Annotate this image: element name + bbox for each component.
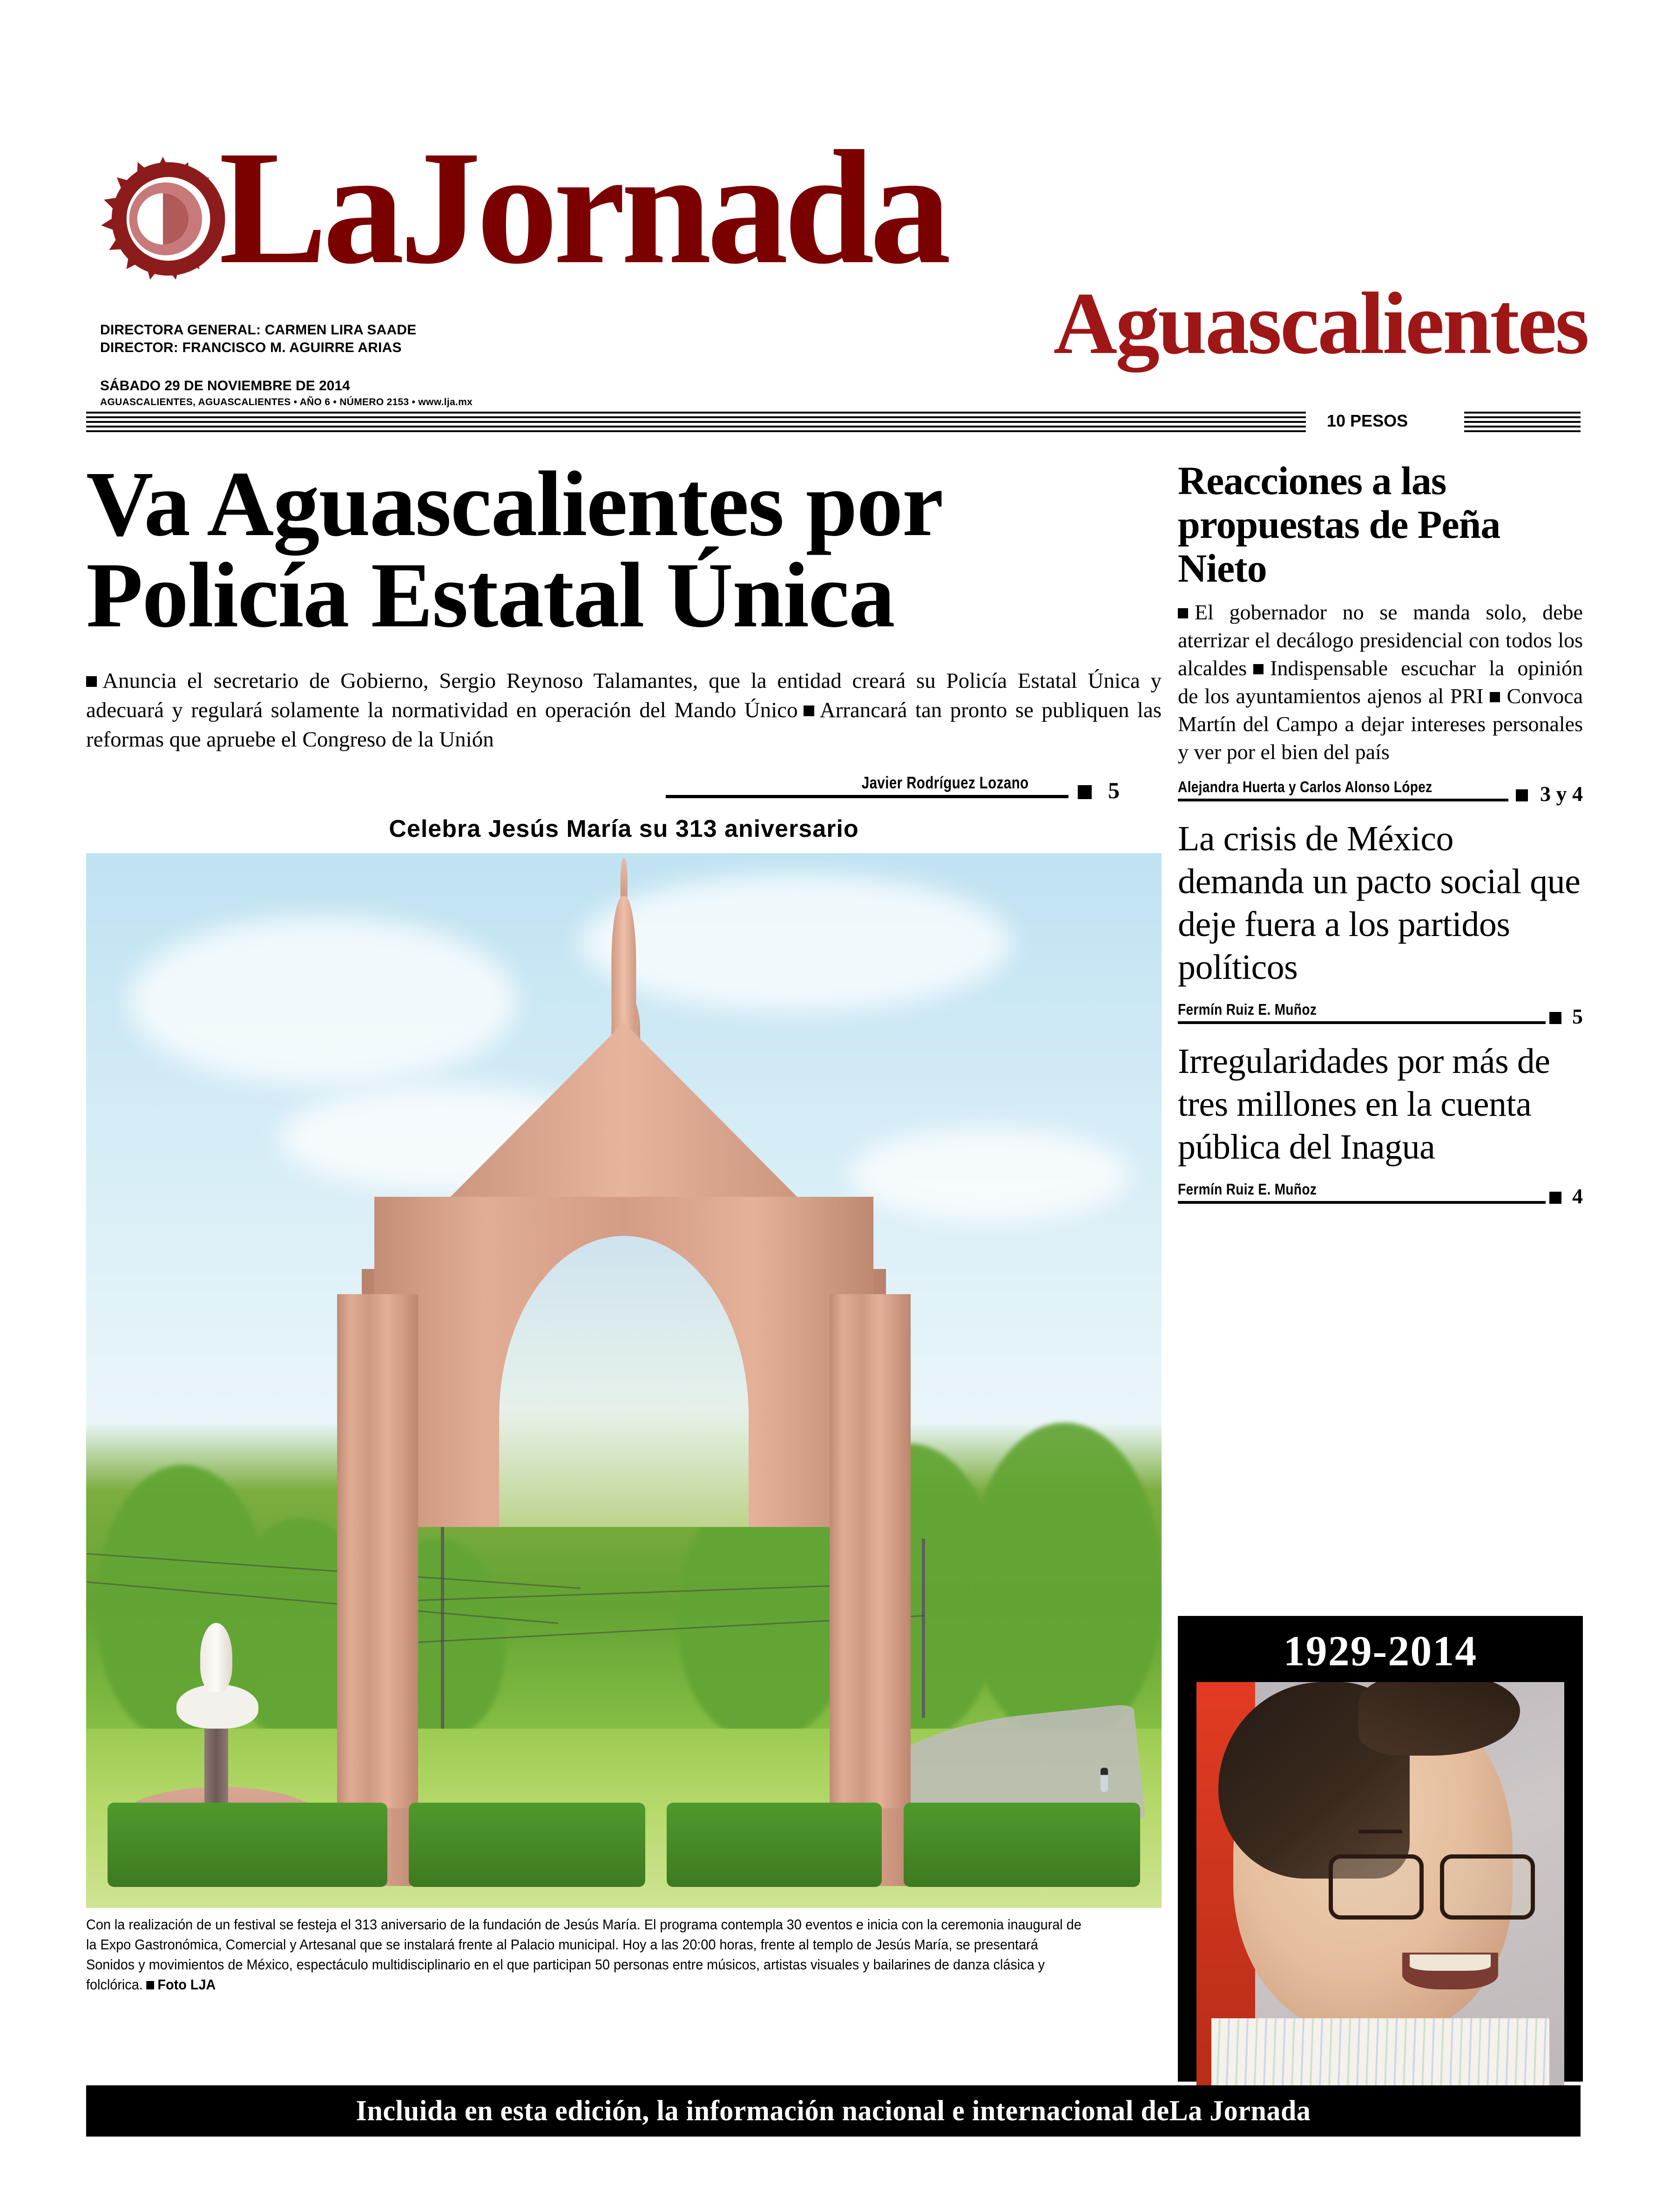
byline-rule xyxy=(1178,1021,1546,1024)
bottom-banner xyxy=(86,2085,1581,2137)
photo-pedestrian xyxy=(1101,1768,1108,1792)
masthead xyxy=(0,0,1669,442)
sidebar-story1-page[interactable]: 3 y 4 xyxy=(1540,782,1583,806)
masthead-title-jornada: Jornada xyxy=(399,117,947,298)
main-column xyxy=(86,453,1162,1995)
sidebar-story1-bullet2: Indispensable escuchar la opinión de los ayuntamientos ajenos al PRI xyxy=(1178,656,1583,708)
lead-page-number[interactable]: 5 xyxy=(1108,777,1120,803)
rule-group-left xyxy=(86,412,1306,433)
page-marker-square-icon xyxy=(1516,789,1528,801)
byline-rule xyxy=(666,795,1068,798)
masthead-credits xyxy=(100,321,519,357)
obituary-portrait xyxy=(1196,1682,1564,2092)
bottom-banner-brand: La Jornada xyxy=(1169,2095,1311,2127)
photo-caption xyxy=(86,1914,1086,1995)
bullet-square-icon xyxy=(1178,608,1188,618)
photo-kicker-number: 313 xyxy=(675,815,717,842)
price-label: 10 PESOS xyxy=(1327,411,1408,430)
sidebar-story3-headline[interactable]: Irregularidades por más de tres millones en la cuenta pública del Inagua xyxy=(1178,1042,1550,1167)
issue-date: SÁBADO 29 DE NOVIEMBRE DE 2014 xyxy=(100,378,350,394)
bullet-square-icon xyxy=(1253,664,1264,674)
sidebar-story3-page[interactable]: 4 xyxy=(1572,1184,1583,1208)
sidebar-story1-deck xyxy=(1178,598,1583,766)
masthead-title xyxy=(219,117,1569,298)
price-strip xyxy=(86,412,1581,440)
issue-meta: AGUASCALIENTES, AGUASCALIENTES • AÑO 6 • NÚMERO 2153 • www.lja.mx xyxy=(100,397,473,407)
bottom-banner-main: Incluida en esta edición, la información nacional e internacional de xyxy=(356,2095,1169,2127)
sidebar-story2-byline: Fermín Ruiz E. Muñoz xyxy=(1178,1001,1317,1018)
photo-kicker-pre: Celebra Jesús María su xyxy=(389,815,676,842)
bullet-square-icon xyxy=(146,1981,154,1989)
credit-director: DIRECTOR: FRANCISCO M. AGUIRRE ARIAS xyxy=(100,340,402,355)
page-marker-square-icon xyxy=(1549,1012,1561,1024)
photo-kicker xyxy=(86,815,1162,843)
sidebar-story3-byline-row xyxy=(1178,1177,1583,1208)
masthead-edition-name: Aguascalientes xyxy=(1053,275,1588,373)
obituary-box xyxy=(1178,1616,1583,2082)
bullet-square-icon xyxy=(86,676,97,687)
page-marker-square-icon xyxy=(1549,1192,1561,1204)
bullet-square-icon xyxy=(804,706,814,716)
sun-eclipse-emblem-icon xyxy=(95,151,230,286)
portrait-glasses xyxy=(1329,1854,1534,1920)
sidebar-column xyxy=(1178,459,1583,1208)
lead-headline[interactable]: Va Aguascalientes por Policía Estatal Única xyxy=(86,453,941,647)
lead-deck-part1: Anuncia el secretario de Gobierno, Sergio Reynoso Talamantes, que la entidad creará su Policía Estatal Única y adecuará y regulará solamente la normatividad en operación del Mando Único xyxy=(86,669,1162,722)
lead-byline-row xyxy=(86,770,1162,803)
photo-credit: Foto LJA xyxy=(157,1976,216,1993)
photo-monumental-arch xyxy=(312,906,936,1876)
masthead-title-la: La xyxy=(219,117,400,298)
byline-rule xyxy=(1178,799,1508,801)
obituary-years: 1929-2014 xyxy=(1283,1627,1478,1675)
bullet-square-icon xyxy=(1490,692,1500,702)
sidebar-story2-page[interactable]: 5 xyxy=(1572,1004,1583,1028)
credit-director-general: DIRECTORA GENERAL: CARMEN LIRA SAADE xyxy=(100,322,417,338)
lead-deck xyxy=(86,666,1162,754)
byline-rule xyxy=(1178,1201,1546,1204)
lead-deck-part2: Arrancará tan pronto se publiquen las reformas que apruebe el Congreso de la Unión xyxy=(86,698,1162,752)
sidebar-story1-bullet1: El gobernador no se manda solo, debe aterrizar el decálogo presidencial con todos los alcaldes xyxy=(1178,600,1583,680)
photo-kicker-post: aniversario xyxy=(717,815,859,842)
rule-group-right xyxy=(1464,412,1581,433)
sidebar-story2-headline[interactable]: La crisis de México demanda un pacto social que deje fuera a los partidos políticos xyxy=(1178,819,1581,987)
photo-caption-text: Con la realización de un festival se festeja el 313 aniversario de la fundación de Jesús María. El programa contempla 30 eventos e inicia con la ceremonia inaugural de la Expo Gastronómica, Comercial y Artesanal que se instalará frente al Palacio municipal. Hoy a las 20:00 horas, frente al templo de Jesús María, se presentará Sonidos y movimientos de México, espectáculo multidisciplinario en el que participan 50 personas entre músicos, artistas visuales y bailarines de danza clásica y folclórica. xyxy=(86,1916,1081,1993)
sidebar-story1-byline-row xyxy=(1178,774,1583,805)
sidebar-story1-byline: Alejandra Huerta y Carlos Alonso López xyxy=(1178,778,1433,795)
sidebar-story1-bullet3: Convoca Martín del Campo a dejar intereses personales y ver por el bien del país xyxy=(1178,684,1583,764)
page-marker-square-icon xyxy=(1078,785,1092,799)
lead-byline: Javier Rodríguez Lozano xyxy=(862,773,1029,792)
sidebar-story2-byline-row xyxy=(1178,997,1583,1028)
sidebar-story1-headline[interactable]: Reacciones a las propuestas de Peña Nieto xyxy=(1178,458,1500,590)
bottom-banner-text xyxy=(108,2085,1558,2137)
main-photo xyxy=(86,853,1162,1908)
sidebar-story3-byline: Fermín Ruiz E. Muñoz xyxy=(1178,1181,1317,1198)
